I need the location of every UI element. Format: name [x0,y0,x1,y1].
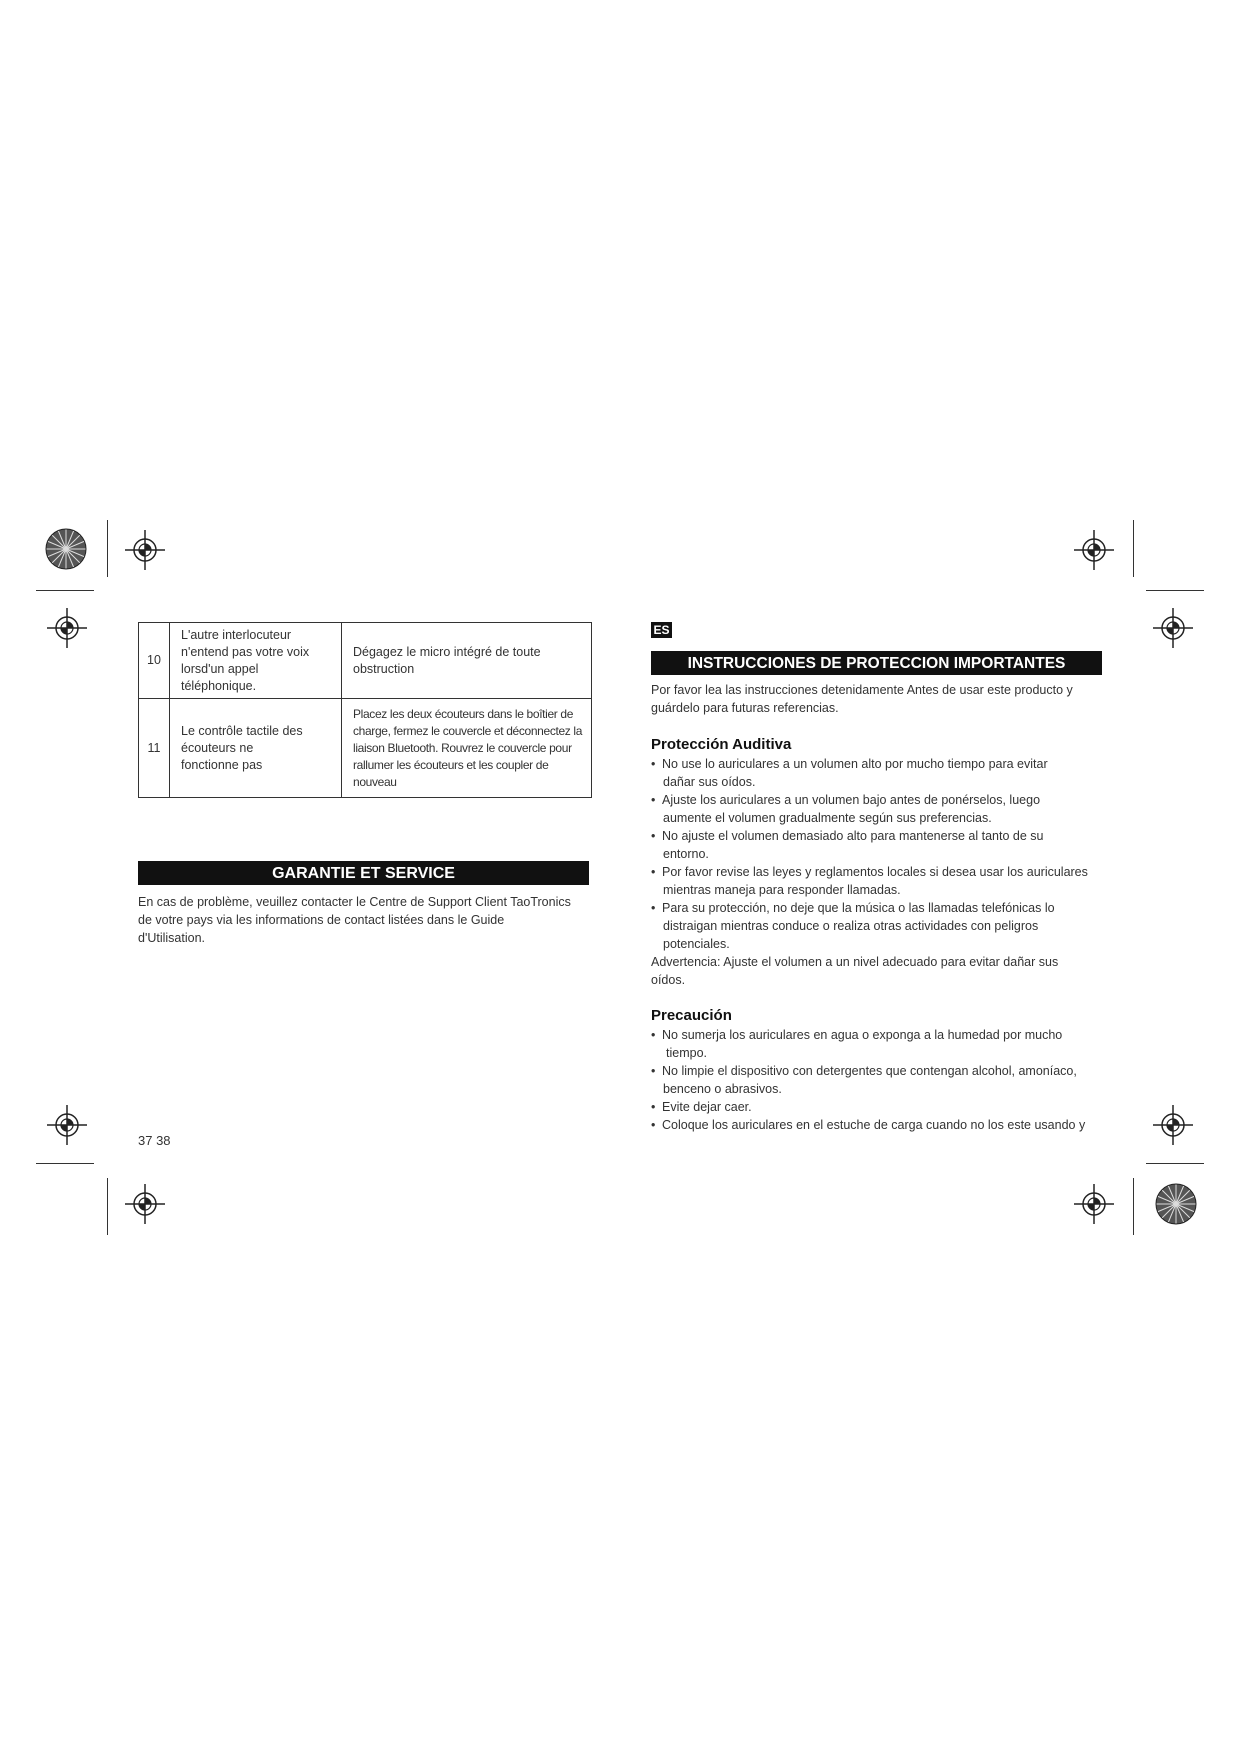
problem-cell: Le contrôle tactile des écouteurs ne fonctionne pas [170,699,342,798]
list-item: • Ajuste los auriculares a un volumen bajo antes de ponérselos, luego aumente el volumen gradualmente según sus preferencias. [651,791,1113,827]
crop-mark [1146,1163,1204,1164]
crop-mark [1146,590,1204,591]
troubleshooting-table [138,622,592,798]
registration-mark-icon [1153,1105,1193,1145]
registration-mark-icon [1153,608,1193,648]
registration-mark-icon [1074,1184,1114,1224]
list-item: • Coloque los auriculares en el estuche de carga cuando no los este usando y [651,1116,1113,1134]
list-item: • No sumerja los auriculares en agua o exponga a la humedad por mucho tiempo. [651,1026,1113,1062]
intro-paragraph: Por favor lea las instrucciones detenidamente Antes de usar este producto y guárdelo para futuras referencias. [651,683,1073,715]
caution-list [651,1026,1113,1134]
crop-mark [107,1178,108,1235]
crop-mark [107,520,108,577]
caution-title: Precaución [651,1007,732,1024]
list-item: • No limpie el dispositivo con detergentes que contengan alcohol, amoníaco, benceno o abrasivos. [651,1062,1113,1098]
crop-mark [36,1163,94,1164]
list-item: • Para su protección, no deje que la música o las llamadas telefónicas lo distraigan mientras conduce o realiza otras actividades con peligros potenciales. [651,899,1113,953]
registration-mark-icon [125,1184,165,1224]
table-row [139,623,592,699]
list-item: • Evite dejar caer. [651,1098,1113,1116]
warning-paragraph: Advertencia: Ajuste el volumen a un nivel adecuado para evitar dañar sus oídos. [651,955,1059,987]
section-heading: INSTRUCCIONES DE PROTECCION IMPORTANTES [651,651,1102,675]
star-target-icon [45,528,87,570]
list-item: • No use lo auriculares a un volumen alto por mucho tiempo para evitar dañar sus oídos. [651,755,1113,791]
row-number: 11 [139,699,170,798]
registration-mark-icon [47,1105,87,1145]
solution-cell: Dégagez le micro intégré de toute obstruction [342,623,592,699]
registration-mark-icon [125,530,165,570]
row-number: 10 [139,623,170,699]
page-numbers: 37 38 [138,1133,171,1148]
list-item: • Por favor revise las leyes y reglamentos locales si desea usar los auriculares mientras maneja para responder llamadas. [651,863,1113,899]
list-item: • No ajuste el volumen demasiado alto para mantenerse al tanto de su entorno. [651,827,1113,863]
hearing-protection-title: Protección Auditiva [651,736,792,753]
warranty-paragraph: En cas de problème, veuillez contacter le Centre de Support Client TaoTronics de votre pays via les informations de contact listées dans le Guide d'Utilisation. [138,895,571,945]
solution-cell: Placez les deux écouteurs dans le boîtier de charge, fermez le couvercle et déconnectez la liaison Bluetooth. Rouvrez le couvercle pour rallumer les écouteurs et les coupler de nouveau [342,699,592,798]
hearing-protection-list [651,755,1113,953]
crop-mark [1133,1178,1134,1235]
language-tag: ES [651,622,672,638]
crop-mark [36,590,94,591]
star-target-icon [1155,1183,1197,1225]
registration-mark-icon [47,608,87,648]
problem-cell: L'autre interlocuteur n'entend pas votre voix lorsd'un appel téléphonique. [170,623,342,699]
registration-mark-icon [1074,530,1114,570]
table-row [139,699,592,798]
section-heading: GARANTIE ET SERVICE [138,861,589,885]
crop-mark [1133,520,1134,577]
